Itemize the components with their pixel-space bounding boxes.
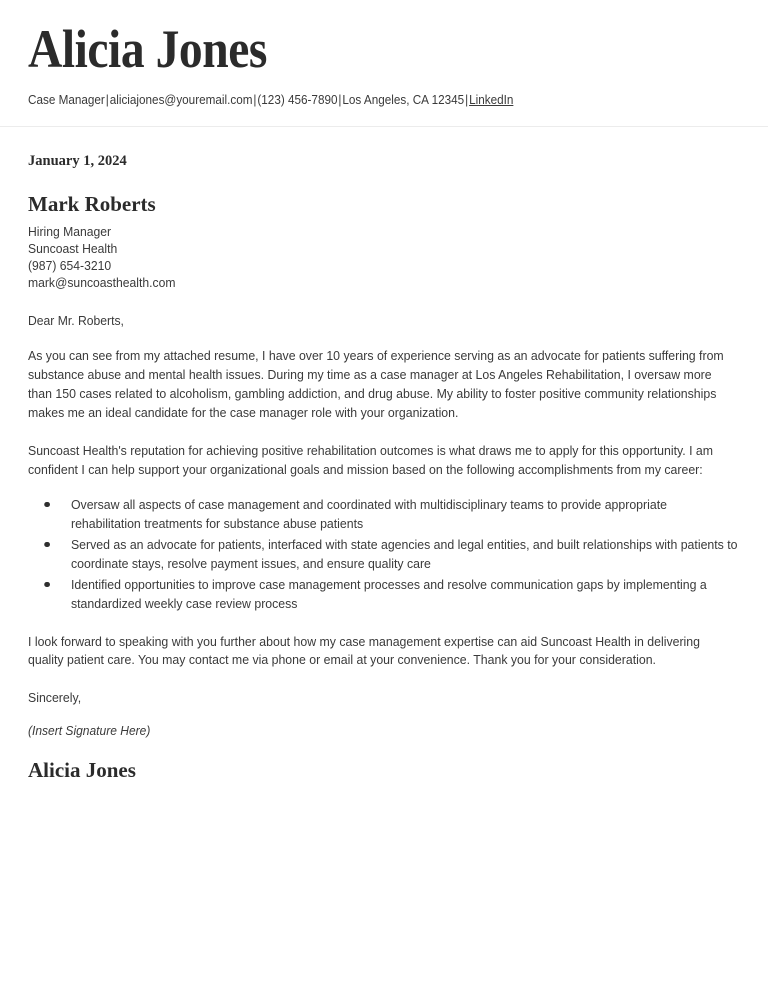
contact-separator: | xyxy=(253,93,257,108)
contact-phone: (123) 456-7890 xyxy=(257,93,338,108)
recipient-phone: (987) 654-3210 xyxy=(28,258,112,274)
recipient-company: Suncoast Health xyxy=(28,241,118,257)
bullet-icon xyxy=(44,502,49,508)
contact-separator: | xyxy=(338,93,342,108)
body-paragraph-3: I look forward to speaking with you further about how my case management expertise can aid Suncoast Health in delivering quality patient care. You may contact me via phone or email at your convenience. Thank you for your consideration. xyxy=(28,633,700,668)
list-item xyxy=(28,576,739,614)
recipient-name: Mark Roberts xyxy=(28,192,156,217)
contact-separator: | xyxy=(465,93,469,108)
letter-body xyxy=(0,127,768,783)
list-item-text: Served as an advocate for patients, interfaced with state agencies and legal entities, and built relationships with patients to coordinate stays, resolve payment issues, and ensure quality care xyxy=(70,536,738,571)
salutation: Dear Mr. Roberts, xyxy=(28,312,124,328)
list-item-text: Oversaw all aspects of case management and coordinated with multidisciplinary teams to provide appropriate rehabilitation treatments for substance abuse patients xyxy=(70,496,667,531)
linkedin-link[interactable]: LinkedIn xyxy=(469,93,514,108)
recipient-email: mark@suncoasthealth.com xyxy=(28,275,176,290)
recipient-details xyxy=(28,224,704,292)
list-item xyxy=(28,536,739,574)
recipient-block xyxy=(28,192,740,292)
contact-email[interactable]: aliciajones@youremail.com xyxy=(109,93,253,108)
bullet-icon xyxy=(44,542,49,548)
contact-separator: | xyxy=(105,93,109,108)
signature-placeholder: (Insert Signature Here) xyxy=(28,724,151,739)
bullet-icon xyxy=(44,582,49,588)
body-paragraph-1: As you can see from my attached resume, I have over 10 years of experience serving as an advocate for patients suffering from substance abuse and mental health issues. During my time as a case manager at Los Angeles Rehabilitation, I oversaw more than 150 cases related to alcoholism, gambling addiction, and drug abuse. My ability to foster positive community relationships makes me an ideal candidate for the case manager role with your organization. xyxy=(28,347,724,420)
letter-header xyxy=(0,0,768,108)
contact-job-title: Case Manager xyxy=(28,93,105,108)
contact-line xyxy=(28,93,690,108)
letter-date: January 1, 2024 xyxy=(28,153,127,170)
list-item-text: Identified opportunities to improve case management processes and resolve communication gaps by implementing a standardized weekly case review process xyxy=(70,576,707,611)
recipient-title: Hiring Manager xyxy=(28,224,112,240)
body-paragraph-2: Suncoast Health's reputation for achieving positive rehabilitation outcomes is what draws me to apply for this opportunity. I am confident I can help support your organizational goals and mission based on the following accomplishments from my career: xyxy=(28,442,714,477)
signature-name: Alicia Jones xyxy=(28,758,136,783)
closing-line: Sincerely, xyxy=(28,690,82,706)
contact-location: Los Angeles, CA 12345 xyxy=(342,93,465,108)
accomplishments-list xyxy=(28,496,739,614)
list-item xyxy=(28,496,739,534)
page-title: Alicia Jones xyxy=(28,19,267,79)
